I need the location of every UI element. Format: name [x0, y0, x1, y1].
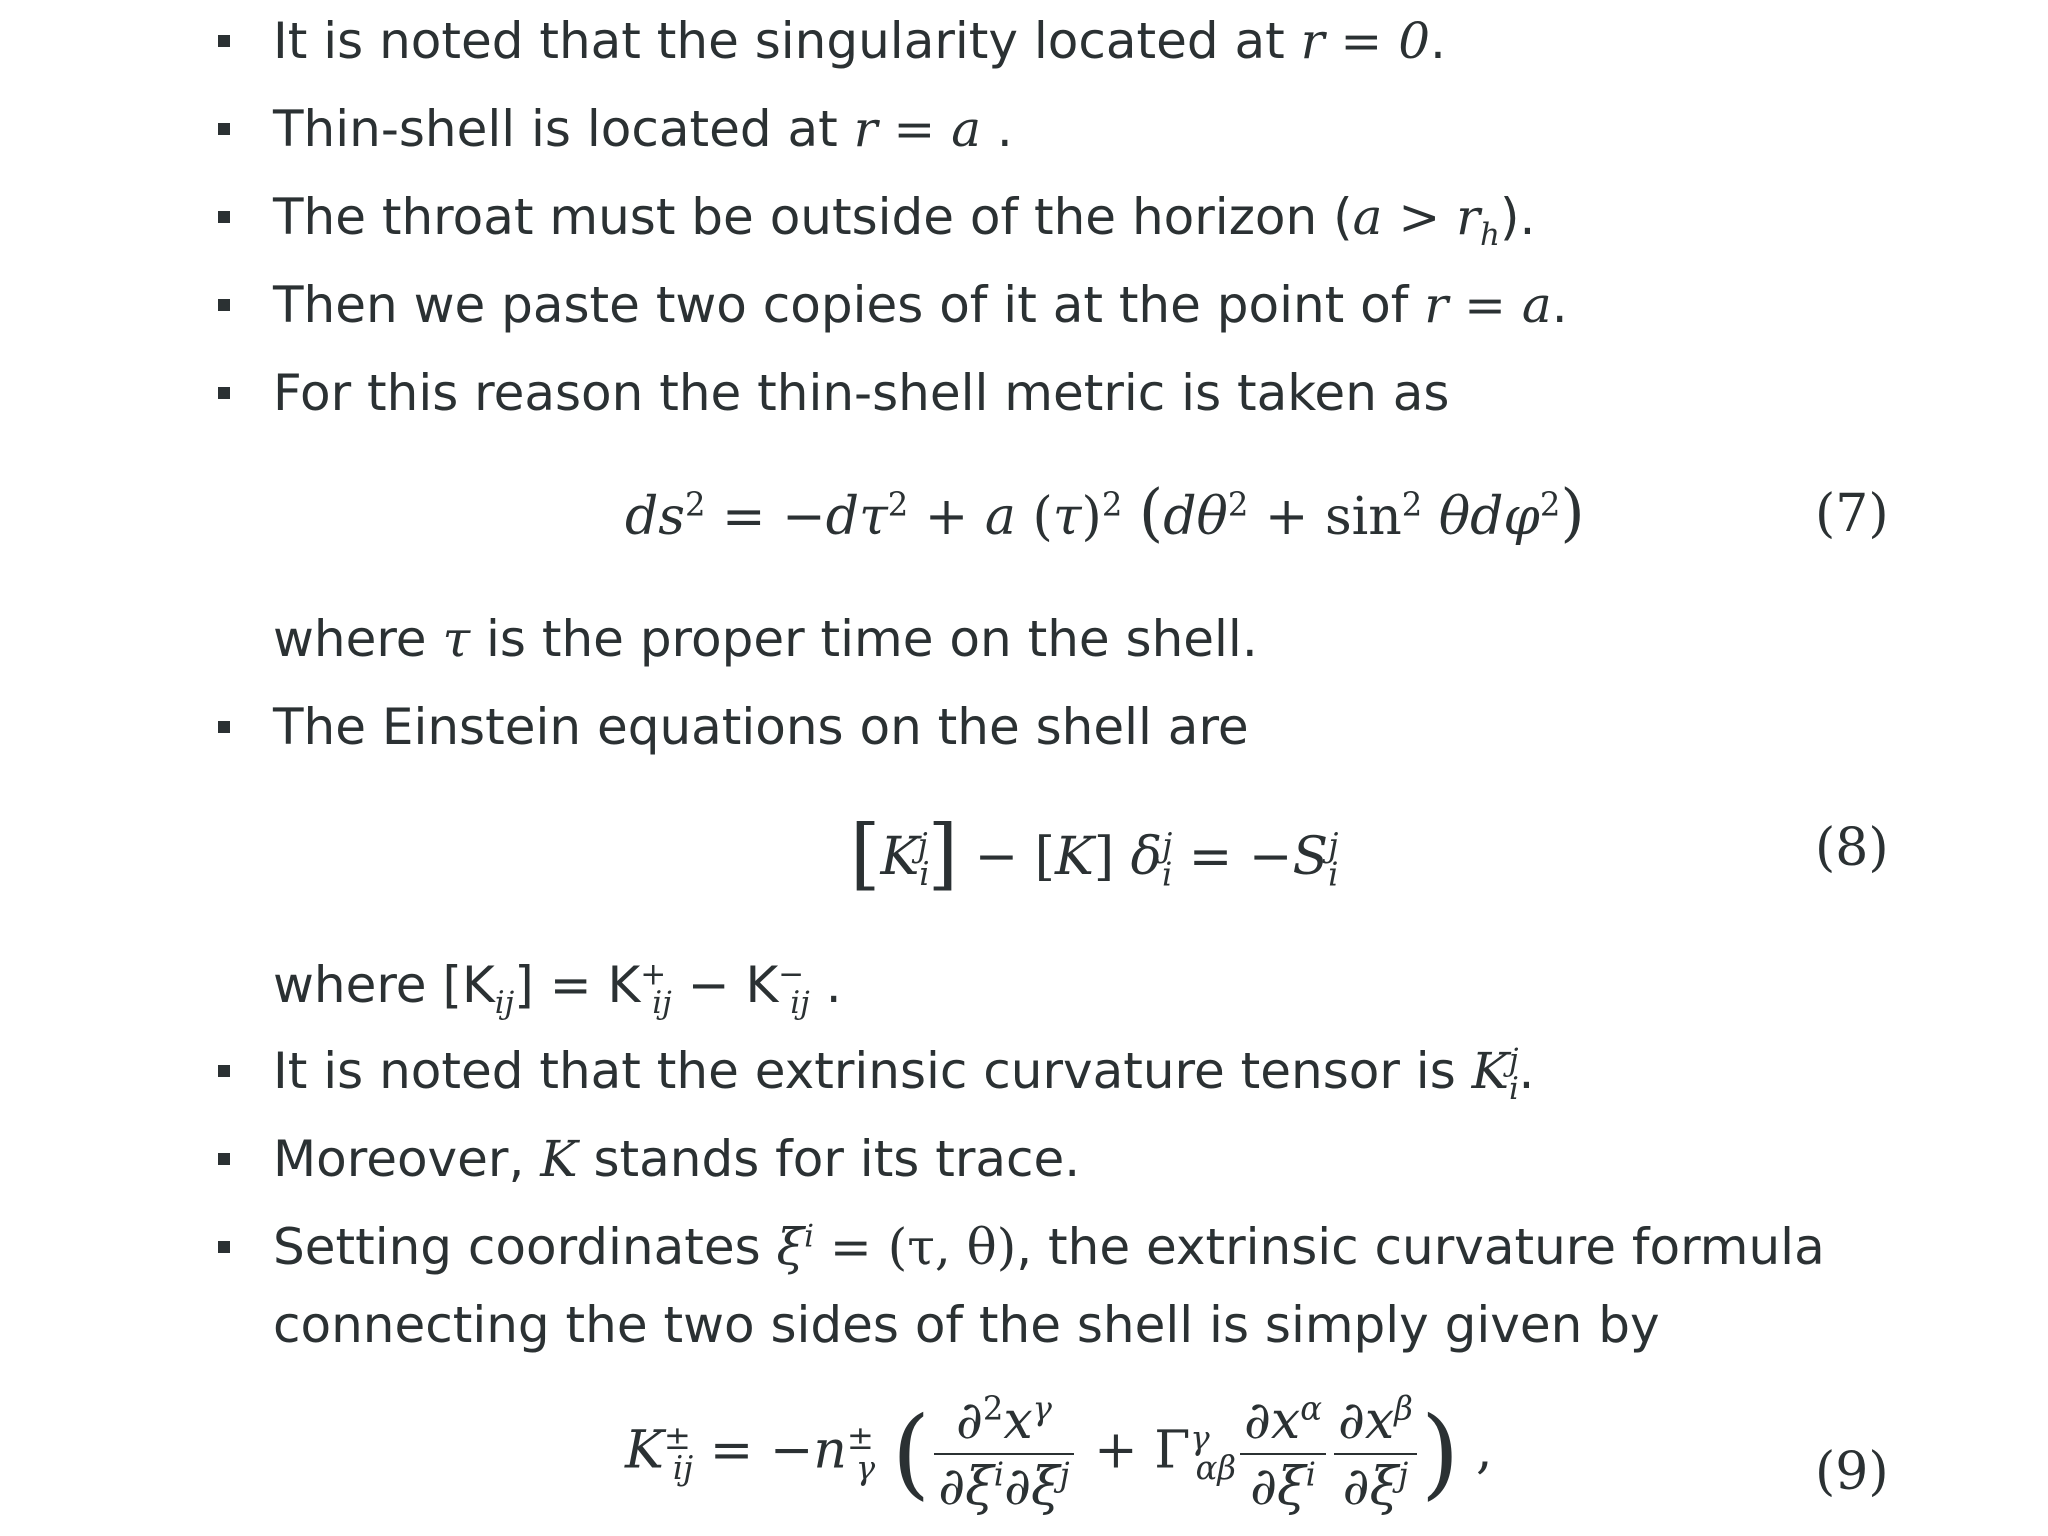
bullet-marker [218, 123, 230, 135]
bullet-marker [218, 211, 230, 223]
fraction: $\frac{\partial^2x^\gamma}{\partial\xi^i\partial\xi^j}$ [934, 1395, 1073, 1513]
equation-number: (9) [1815, 1442, 1889, 1502]
bullet-marker [218, 299, 230, 311]
bullet-marker [218, 1065, 230, 1077]
equation-8: $[K_i^j] - [K] \delta_i^j = -S_i^j$ [850, 809, 1339, 899]
bullet-marker [218, 1241, 230, 1253]
bullet-marker [218, 1153, 230, 1165]
equation-7: $ds^2 = -d\tau^2 + a$ $(\tau)^2$ $(d\theta^2 + \sin^2 \theta d\varphi^2)$ [625, 476, 1585, 549]
equation-9: $K^\pm_{ij} = -n^\pm_\gamma$ ( $\frac{\partial^2x^\gamma}{\partial\xi^i\partial\xi^j}$ + $\Gamma^\gamma_{\alpha\beta}$ $\frac{\partial x^\alpha}{\partial\xi^i}$ $\frac{\partial x^\beta}{\partial\xi^j}$ ) , [625, 1389, 1493, 1517]
bullet-marker [218, 387, 230, 399]
bullet-marker [218, 35, 230, 47]
equation-number: (7) [1815, 484, 1889, 544]
equation-number: (8) [1815, 818, 1889, 878]
bullet-marker [218, 721, 230, 733]
fraction: $\frac{\partial x^\alpha}{\partial\xi^i}$ [1240, 1395, 1326, 1513]
fraction: $\frac{\partial x^\beta}{\partial\xi^j}$ [1334, 1395, 1417, 1513]
